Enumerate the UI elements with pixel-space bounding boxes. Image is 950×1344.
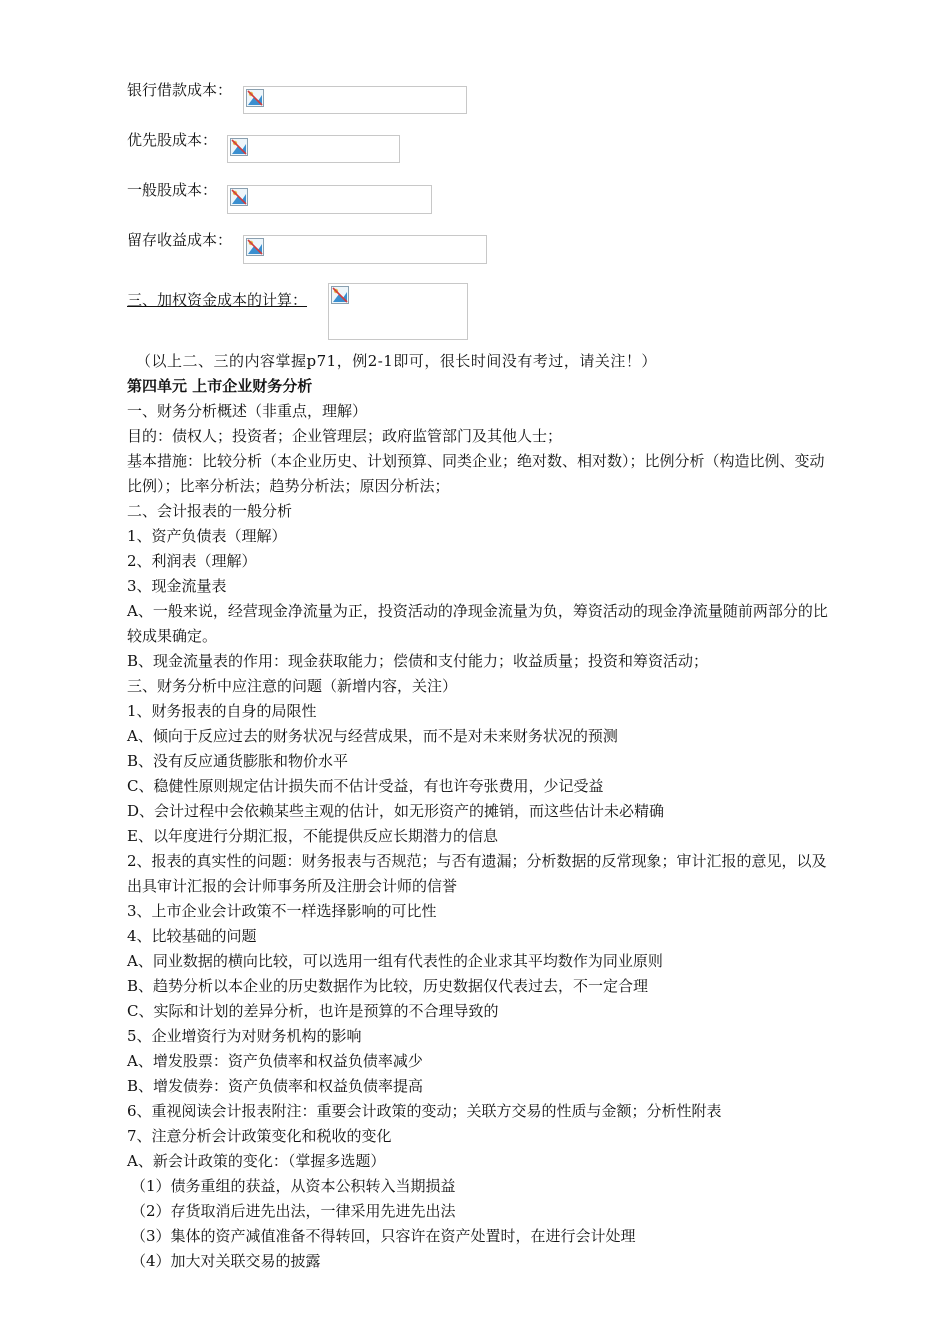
- body-line: C、实际和计划的差异分析，也许是预算的不合理导致的: [127, 1002, 499, 1020]
- body-line: 1、资产负债表（理解）: [127, 527, 287, 545]
- body-line: A、一般来说，经营现金净流量为正，投资活动的净现金流量为负，筹资活动的现金净流量随前两部分的比较成果确定。: [127, 602, 828, 645]
- unit-title: 第四单元 上市企业财务分析: [127, 377, 313, 395]
- body-line: 三、财务分析中应注意的问题（新增内容，关注）: [127, 677, 458, 695]
- formula-image-placeholder: [227, 135, 400, 163]
- body-line: 4、比较基础的问题: [127, 927, 257, 945]
- section-heading-wacc: 三、加权资金成本的计算：: [127, 291, 308, 309]
- body-line: B、现金流量表的作用：现金获取能力；偿债和支付能力；收益质量；投资和筹资活动；: [127, 652, 709, 670]
- formula-image-placeholder: [243, 235, 487, 264]
- body-line: 7、注意分析会计政策变化和税收的变化: [127, 1127, 392, 1145]
- body-line: A、增发股票：资产负债率和权益负债率减少: [127, 1052, 423, 1070]
- formula-image-placeholder: [328, 283, 468, 340]
- formula-image-placeholder: [243, 86, 467, 114]
- formula-image-placeholder: [227, 185, 432, 214]
- broken-image-icon: [246, 238, 264, 256]
- formula-label: 优先股成本：: [127, 131, 218, 149]
- body-line: A、新会计政策的变化：（掌握多选题）: [127, 1152, 386, 1170]
- formula-label: 银行借款成本：: [127, 81, 233, 99]
- body-line: 二、会计报表的一般分析: [127, 502, 293, 520]
- sub-list-item: （3）集体的资产减值准备不得转回，只容许在资产处置时，在进行会计处理: [131, 1227, 636, 1245]
- body-line: 2、报表的真实性的问题：财务报表与否规范；与否有遗漏；分析数据的反常现象；审计汇报的意见，以及出具审计汇报的会计师事务所及注册会计师的信誉: [127, 852, 827, 895]
- sub-list-item: （2）存货取消后进先出法，一律采用先进先出法: [131, 1202, 456, 1220]
- broken-image-icon: [331, 286, 349, 304]
- body-line: E、以年度进行分期汇报，不能提供反应长期潜力的信息: [127, 827, 498, 845]
- broken-image-icon: [230, 188, 248, 206]
- body-line: B、增发债券：资产负债率和权益负债率提高: [127, 1077, 424, 1095]
- body-line: 3、上市企业会计政策不一样选择影响的可比性: [127, 902, 437, 920]
- formula-label: 留存收益成本：: [127, 231, 233, 249]
- broken-image-icon: [230, 138, 248, 156]
- body-line: B、趋势分析以本企业的历史数据作为比较，历史数据仅代表过去，不一定合理: [127, 977, 649, 995]
- study-note: （以上二、三的内容掌握p71，例2-1即可，很长时间没有考过，请关注！）: [136, 352, 657, 370]
- body-line: A、倾向于反应过去的财务状况与经营成果，而不是对未来财务状况的预测: [127, 727, 618, 745]
- body-line: 3、现金流量表: [127, 577, 227, 595]
- body-line: 目的：债权人；投资者；企业管理层；政府监管部门及其他人士；: [127, 427, 563, 445]
- sub-list-item: （1）债务重组的获益，从资本公积转入当期损益: [131, 1177, 456, 1195]
- body-line: 5、企业增资行为对财务机构的影响: [127, 1027, 362, 1045]
- body-lines: [127, 399, 839, 1174]
- document-body: [127, 349, 839, 1274]
- body-line: 一、财务分析概述（非重点，理解）: [127, 402, 368, 420]
- body-line: 基本措施：比较分析（本企业历史、计划预算、同类企业；绝对数、相对数）；比例分析（构造比例、变动比例）；比率分析法；趋势分析法；原因分析法；: [127, 452, 825, 495]
- body-line: 1、财务报表的自身的局限性: [127, 702, 317, 720]
- body-line: 2、利润表（理解）: [127, 552, 257, 570]
- formula-label: 一般股成本：: [127, 181, 218, 199]
- body-line: C、稳健性原则规定估计损失而不估计受益，有也许夸张费用，少记受益: [127, 777, 604, 795]
- sub-list-item: （4）加大对关联交易的披露: [131, 1252, 321, 1270]
- body-line: 6、重视阅读会计报表附注：重要会计政策的变动；关联方交易的性质与金额；分析性附表: [127, 1102, 722, 1120]
- broken-image-icon: [246, 89, 264, 107]
- body-line: A、同业数据的横向比较，可以选用一组有代表性的企业求其平均数作为同业原则: [127, 952, 663, 970]
- body-line: D、会计过程中会依赖某些主观的估计，如无形资产的摊销，而这些估计未必精确: [127, 802, 665, 820]
- body-line: B、没有反应通货膨胀和物价水平: [127, 752, 349, 770]
- sub-list: [127, 1174, 839, 1274]
